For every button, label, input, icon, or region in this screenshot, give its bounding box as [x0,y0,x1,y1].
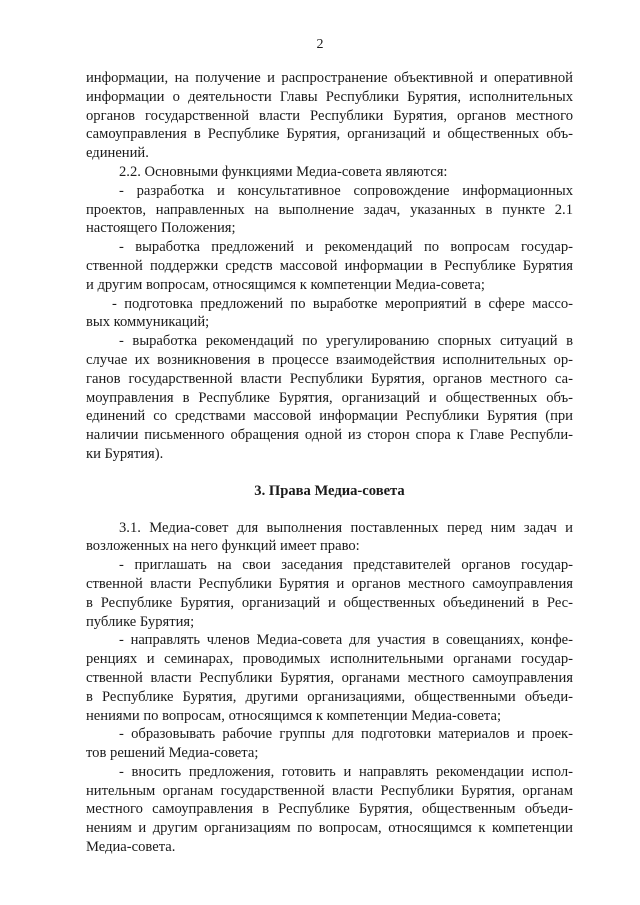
text-line: - подготовка предложений по выработке мероприятий в сфере массо- [112,295,573,312]
page-number: 2 [316,37,324,52]
text-line: настоящего Положения; [86,220,236,237]
text-line: - разработка и консультативное сопровождение информационных [119,182,573,199]
text-line: и другим вопросам, относящимся к компетенции Медиа-совета; [86,276,485,293]
text-line: органов государственной власти Республики Бурятия, органов местного [86,107,573,124]
text-line: моуправления в Республике Бурятия, организаций и общественных объ- [86,389,573,406]
text-line: наличии письменного обращения одной из сторон спора к Главе Республи- [86,427,573,444]
document-body [86,69,573,857]
text-line: - выработка предложений и рекомендаций по вопросам государ- [119,239,573,256]
text-line: единений. [86,145,149,162]
text-line: - образовывать рабочие группы для подготовки материалов и проек- [119,726,573,743]
section-2-2-intro: 2.2. Основными функциями Медиа-совета являются: [119,163,448,180]
text-line: ки Бурятия). [86,445,164,462]
text-line: информации о деятельности Главы Республики Бурятия, исполнительных [86,88,573,105]
text-line: вых коммуникаций; [86,314,210,331]
text-line: информации, на получение и распространение объективной и оперативной [86,70,573,86]
text-line: единений со средствами массовой информации Республики Бурятия (при [86,408,573,425]
text-line: самоуправления в Республике Бурятия, организаций и общественных объ- [86,126,573,143]
text-line: ственной власти Республики Бурятия, органами местного самоуправления [86,669,573,686]
text-line: - приглашать на свои заседания представителей органов государ- [119,557,573,574]
text-line: ренциях и семинарах, проводимых исполнительными органами государ- [86,651,573,668]
text-line: случае их возникновения в процессе взаимодействия исполнительных ор- [86,351,573,368]
text-line: - вносить предложения, готовить и направлять рекомендации испол- [119,763,573,780]
text-line: в Республике Бурятия, другими организациями, общественными объеди- [86,688,573,705]
text-line: тов решений Медиа-совета; [86,745,259,762]
section-3-1-intro: 3.1. Медиа-совет для выполнения поставленных перед ним задач и [119,519,573,536]
text-line: - выработка рекомендаций по урегулированию спорных ситуаций в [119,333,573,350]
text-line: нениями по вопросам, относящимся к компетенции Медиа-совета; [86,707,502,724]
text-line: публике Бурятия; [86,613,195,630]
text-line: ственной власти Республики Бурятия и органов местного самоуправления [86,575,573,592]
section-heading: 3. Права Медиа-совета [254,482,405,499]
text-line: ганов государственной власти Республики Бурятия, органов местного са- [86,370,573,387]
text-line: возложенных на него функций имеет право: [86,538,360,555]
text-line: ственной поддержки средств массовой информации в Республике Бурятия [86,257,573,274]
text-line: - направлять членов Медиа-совета для участия в совещаниях, конфе- [119,632,573,649]
text-line: проектов, направленных на выполнение задач, указанных в пункте 2.1 [86,201,573,218]
text-line: нениям и другим организациям по вопросам, относящимся к компетенции [86,820,573,837]
text-line: нительным органам государственной власти Республики Бурятия, органам [86,782,573,799]
text-line: в Республике Бурятия, организаций и общественных объединений в Рес- [86,594,573,611]
text-line: Медиа-совета. [86,839,176,856]
text-line: местного самоуправления в Республике Бурятия, общественным объеди- [86,801,573,818]
